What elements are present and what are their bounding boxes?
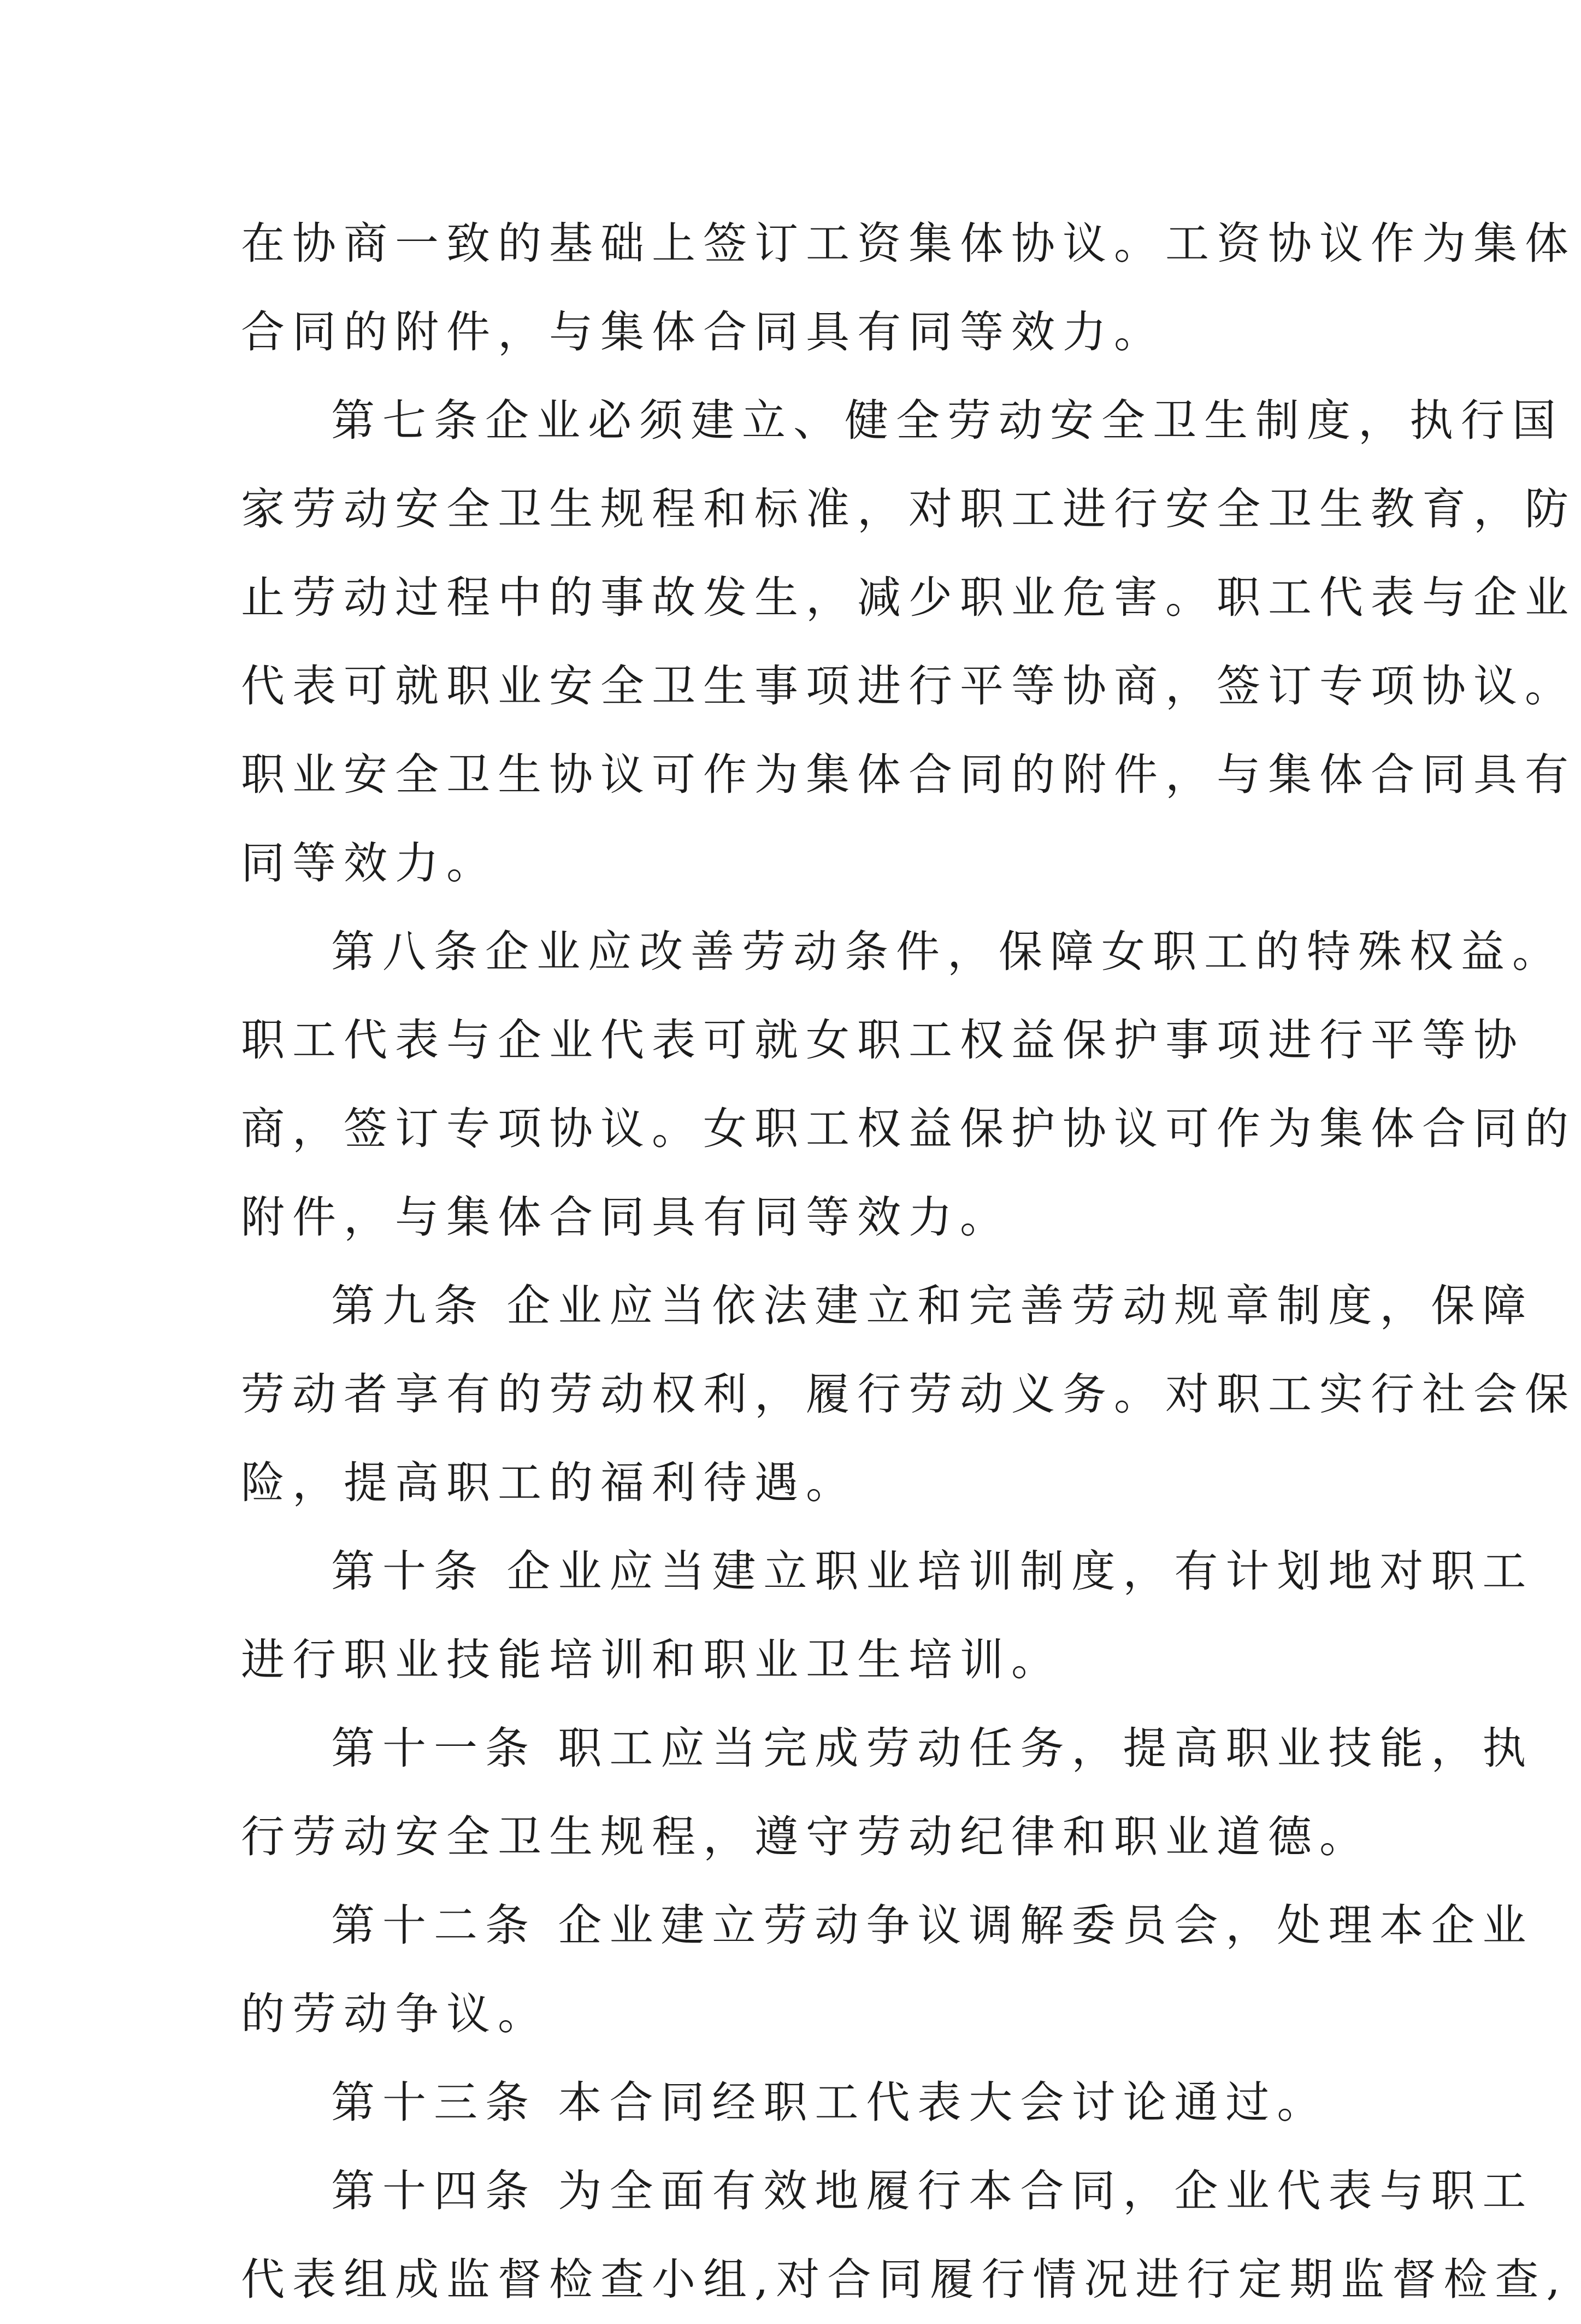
article-8-start: 第八条企业应改善劳动条件，保障女职工的特殊权益。 (331, 926, 1564, 977)
text-line: 职业安全卫生协议可作为集体合同的附件，与集体合同具有 (241, 749, 1576, 800)
text-line: 合同的附件，与集体合同具有同等效力。 (241, 307, 1165, 357)
text-line: 止劳动过程中的事故发生，减少职业危害。职工代表与企业 (241, 572, 1576, 623)
text-line: 附件，与集体合同具有同等效力。 (241, 1192, 1011, 1243)
article-14-start: 第十四条 为全面有效地履行本合同，企业代表与职工 (331, 2166, 1534, 2216)
text-line: 劳动者享有的劳动权利，履行劳动义务。对职工实行社会保 (241, 1369, 1576, 1420)
text-line: 同等效力。 (241, 838, 498, 889)
text-line: 代表组成监督检查小组,对合同履行情况进行定期监督检查, (241, 2254, 1568, 2305)
text-line: 进行职业技能培训和职业卫生培训。 (241, 1634, 1063, 1685)
article-10-start: 第十条 企业应当建立职业培训制度，有计划地对职工 (331, 1546, 1534, 1597)
article-11-start: 第十一条 职工应当完成劳动任务，提高职业技能，执 (331, 1723, 1534, 1774)
document-body (241, 199, 1576, 2324)
text-line: 在协商一致的基础上签订工资集体协议。工资协议作为集体 (241, 218, 1576, 269)
text-line: 代表可就职业安全卫生事项进行平等协商，签订专项协议。 (241, 661, 1576, 711)
text-line: 险，提高职工的福利待遇。 (241, 1457, 857, 1508)
text-line: 行劳动安全卫生规程，遵守劳动纪律和职业道德。 (241, 1811, 1371, 1862)
text-line: 职工代表与企业代表可就女职工权益保护事项进行平等协 (241, 1015, 1525, 1066)
article-13-start: 第十三条 本合同经职工代表大会讨论通过。 (331, 2077, 1329, 2128)
article-12-start: 第十二条 企业建立劳动争议调解委员会，处理本企业 (331, 1900, 1534, 1951)
text-line: 商，签订专项协议。女职工权益保护协议可作为集体合同的 (241, 1103, 1576, 1154)
text-line: 家劳动安全卫生规程和标准，对职工进行安全卫生教育，防 (241, 484, 1576, 534)
article-7-start: 第七条企业必须建立、健全劳动安全卫生制度，执行国 (331, 395, 1564, 446)
text-line: 的劳动争议。 (241, 1988, 549, 2039)
article-9-start: 第九条 企业应当依法建立和完善劳动规章制度，保障 (331, 1280, 1534, 1331)
